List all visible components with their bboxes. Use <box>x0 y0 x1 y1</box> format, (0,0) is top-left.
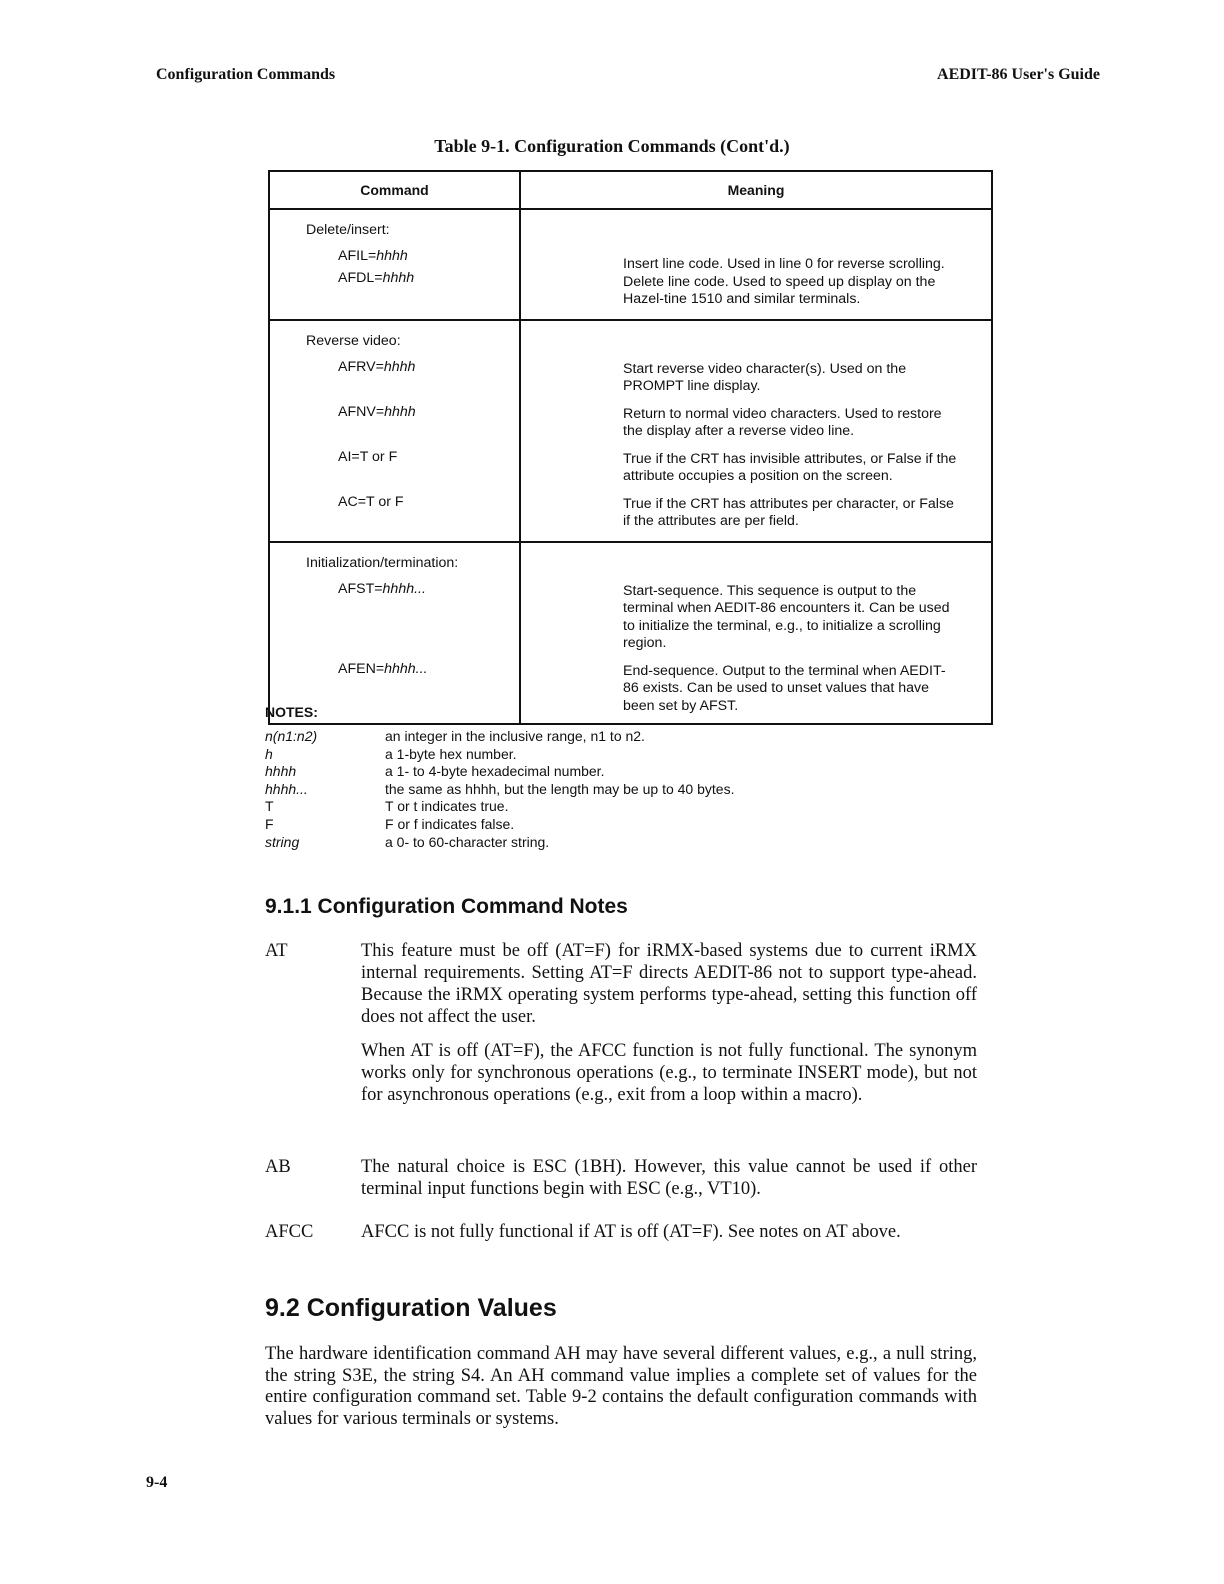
meaning-cell: Delete line code. Used to speed up display on the Hazel-tine 1510 and similar terminals. <box>623 273 936 307</box>
table-row-delete-insert <box>269 209 992 320</box>
command-cell: AI=T or F <box>338 448 398 465</box>
list-item: hhhh a 1- to 4-byte hexadecimal number. <box>265 763 605 780</box>
table-entry <box>270 494 991 541</box>
list-item: T T or t indicates true. <box>265 798 509 815</box>
table-entry <box>270 581 991 653</box>
command-cell: AFNV=hhhh <box>338 403 416 420</box>
list-item: F F or f indicates false. <box>265 815 515 832</box>
list-item: n(n1:n2) an integer in the inclusive range, n1 to n2. <box>265 728 645 744</box>
page-number: 9-4 <box>146 1474 168 1491</box>
section-heading-9-1-1: 9.1.1 Configuration Command Notes <box>265 895 628 918</box>
group-label: Reverse video: <box>306 332 401 349</box>
command-cell: AFRV=hhhh <box>338 358 416 375</box>
command-cell: AC=T or F <box>338 493 404 510</box>
table-row-reverse-video <box>269 320 992 542</box>
note-afcc <box>265 1221 977 1255</box>
notes-title: NOTES: <box>265 704 318 720</box>
table-entry <box>270 661 991 724</box>
group-label: Delete/insert: <box>306 222 390 238</box>
column-header-command: Command <box>269 171 520 209</box>
list-item: hhhh... the same as hhhh, but the length may be up to 40 bytes. <box>265 780 735 797</box>
command-cell: AFIL=hhhh <box>338 248 408 264</box>
table-caption: Table 9-1. Configuration Commands (Cont'd.) <box>434 136 790 156</box>
meaning-cell: Start reverse video character(s). Used on the PROMPT line display. <box>623 360 907 394</box>
meaning-cell: Return to normal video characters. Used to restore the display after a reverse video line. <box>623 405 942 439</box>
table-entry <box>270 404 991 441</box>
table-entry <box>270 359 991 396</box>
list-item: string a 0- to 60-character string. <box>265 833 550 850</box>
note-paragraph: AFCC is not fully functional if AT is off (AT=F). See notes on AT above. <box>361 1222 901 1242</box>
column-header-meaning: Meaning <box>520 171 992 209</box>
list-item: h a 1-byte hex number. <box>265 745 517 762</box>
section-heading-9-2: 9.2 Configuration Values <box>265 1294 557 1322</box>
group-label: Initialization/termination: <box>306 554 459 571</box>
table-entry <box>270 270 991 319</box>
command-cell: AFEN=hhhh... <box>338 660 428 677</box>
note-label: AB <box>265 1157 291 1177</box>
note-ab <box>265 1156 977 1212</box>
note-paragraph: This feature must be off (AT=F) for iRMX-based systems due to current iRMX internal requirements. Setting AT=F directs AEDIT-86 not to support type-ahead. Because the iRMX operating system performs type-ahead, setting this function off does not affect the user. <box>361 941 977 1027</box>
note-paragraph: When AT is off (AT=F), the AFCC function is not fully functional. The synonym works only for synchronous operations (e.g., to terminate INSERT mode), but not for asynchronous operations (e.g., exit from a loop within a macro). <box>361 1041 977 1105</box>
meaning-cell: True if the CRT has invisible attributes, or False if the attribute occupies a position on the screen. <box>623 450 957 484</box>
command-cell: AFDL=hhhh <box>338 269 415 286</box>
meaning-cell: Insert line code. Used in line 0 for reverse scrolling. <box>623 256 945 272</box>
meaning-cell: True if the CRT has attributes per character, or False if the attributes are per field. <box>623 495 954 529</box>
configuration-commands-table <box>268 170 993 725</box>
running-header-right: AEDIT-86 User's Guide <box>937 66 1100 83</box>
note-label: AFCC <box>265 1222 314 1242</box>
note-paragraph: The natural choice is ESC (1BH). However, this value cannot be used if other terminal input functions begin with ESC (e.g., VT10). <box>361 1157 977 1199</box>
notes-list <box>265 728 734 851</box>
table-row-initialization-termination <box>269 542 992 725</box>
running-header-left: Configuration Commands <box>156 66 336 83</box>
note-label: AT <box>265 941 288 961</box>
meaning-cell: End-sequence. Output to the terminal when AEDIT-86 exists. Can be used to unset values that have been set by AFST. <box>623 662 946 714</box>
note-at <box>265 940 977 1118</box>
meaning-cell: Start-sequence. This sequence is output to the terminal when AEDIT-86 encounters it. Can be used to initialize the terminal, e.g., to initialize a scrolling region. <box>623 582 950 651</box>
command-cell: AFST=hhhh... <box>338 580 426 597</box>
section-paragraph: The hardware identification command AH may have several different values, e.g., a null string, the string S3E, the string S4. An AH command value implies a complete set of values for the entire configuration command set. Table 9-2 contains the default configuration commands with values for various terminals or systems. <box>265 1344 977 1429</box>
table-entry <box>270 449 991 486</box>
